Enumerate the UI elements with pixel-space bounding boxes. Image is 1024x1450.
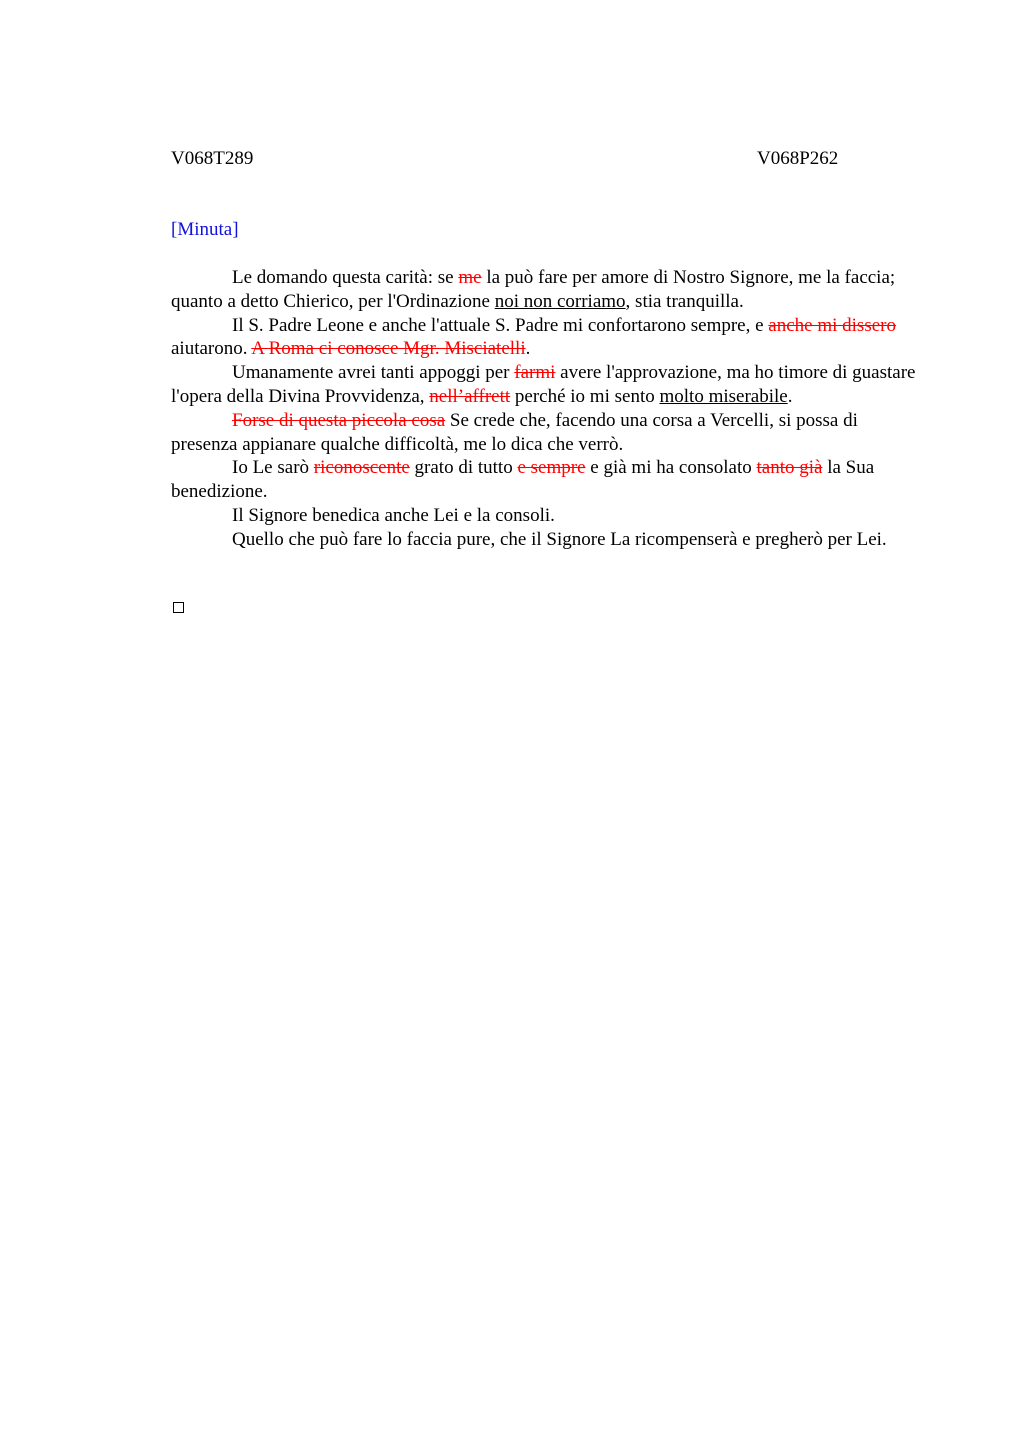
deleted-text: tanto già (756, 457, 823, 479)
deleted-text: farmi (514, 362, 556, 384)
text-segment: . (787, 385, 793, 407)
text-segment: la Sua benedizione. (171, 457, 875, 503)
letter-paragraph (171, 314, 923, 362)
text-segment: la può fare per amore di Nostro Signore, me la faccia; quanto a detto Chierico, per l'Ordinazione (171, 267, 896, 312)
underlined-text: molto miserabile (659, 385, 788, 407)
text-segment: . (525, 338, 531, 360)
deleted-text: me (458, 267, 482, 288)
letter-paragraph (171, 456, 923, 504)
letter-body (171, 266, 923, 552)
text-segment: e già mi ha consolato (585, 457, 757, 479)
deleted-text: nell’affrett (429, 385, 511, 407)
letter-paragraph (171, 266, 923, 314)
letter-paragraph (171, 361, 923, 409)
deleted-text: Forse di questa piccola cosa (232, 409, 446, 431)
letter-paragraph (171, 528, 923, 552)
text-segment: grato di tutto (409, 457, 518, 479)
deleted-text: e sempre (517, 457, 586, 479)
text-segment: perché io mi sento (510, 385, 660, 407)
text-segment: Io Le sarò (232, 457, 314, 479)
text-segment: avere l'approvazione, ma ho timore di guastare l'opera della Divina Provvidenza, (171, 362, 916, 407)
text-segment: aiutarono. (171, 338, 252, 360)
underlined-text: noi non corriamo (494, 290, 626, 312)
text-segment: Se crede che, facendo una corsa a Vercelli, si possa di presenza appianare qualche difficoltà, me lo dica che verrò. (171, 409, 858, 455)
minuta-label: [Minuta] (171, 219, 239, 240)
text-segment: , stia tranquilla. (625, 290, 744, 312)
text-segment: Il S. Padre Leone e anche l'attuale S. Padre mi confortarono sempre, e (232, 314, 769, 336)
deleted-text: anche mi dissero (768, 314, 896, 336)
deleted-text: A Roma ci conosce Mgr. Misciatelli (251, 338, 526, 360)
end-square-icon (173, 602, 184, 613)
text-segment: Il Signore benedica anche Lei e la consoli. (232, 504, 555, 526)
text-segment: Umanamente avrei tanti appoggi per (232, 362, 515, 384)
letter-paragraph (171, 409, 923, 457)
text-segment: Le domando questa carità: se (232, 267, 459, 288)
document-code-right: V068P262 (757, 148, 839, 169)
document-code-left: V068T289 (171, 148, 254, 169)
deleted-text: riconoscente (313, 457, 410, 479)
text-segment: Quello che può fare lo faccia pure, che il Signore La ricompenserà e pregherò per Lei. (232, 528, 887, 550)
letter-paragraph (171, 504, 923, 528)
